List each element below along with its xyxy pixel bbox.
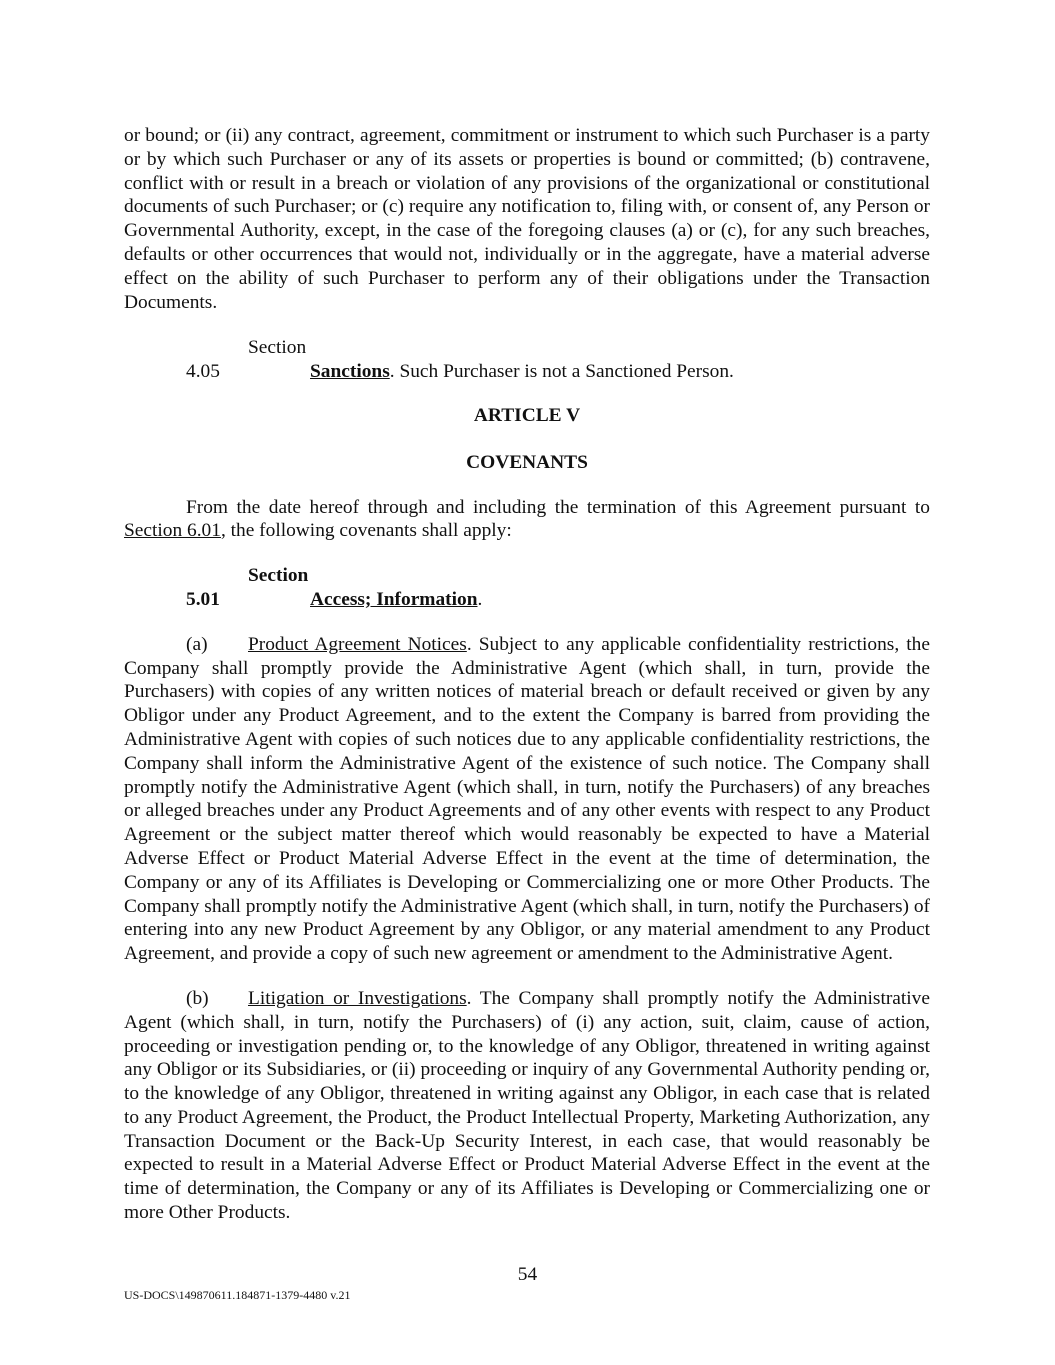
article-number: ARTICLE V (473, 404, 581, 426)
paragraph-text: . Subject to any applicable confidentiality restrictions, the Company shall promptly provide the Administrative Agent (which shall, in turn, provide the Purchasers) with copies of any written notices of material breach or default received or given by any Obligor under any Product Agreement, and to the extent the Company is barred from providing the Administrative Agent with copies of such notices due to any applicable confidentiality restrictions, the Company shall inform the Administrative Agent of the existence of such notice. The Company shall promptly notify the Administrative Agent (which shall, in turn, notify the Purchasers) of any breaches or alleged breaches under any Product Agreements and of any other events with respect to any Product Agreement or the subject matter thereof which would reasonably be expected to have a Material Adverse Effect or Product Material Adverse Effect in the event at the time of determination, the Company or any of its Affiliates is Developing or Commercializing one or more Other Products. The Company shall promptly notify the Administrative Agent (which shall, in turn, notify the Purchasers) of entering into any new Product Agreement by any Obligor, or any material amendment to any Product Agreement, and provide a copy of such new agreement or amendment to the Administrative Agent. (124, 633, 930, 965)
document-id: US-DOCS\149870611.184871-1379-4480 v.21 (124, 1288, 351, 1302)
paragraph-text: . The Company shall promptly notify the Administrative Agent (which shall, in turn, notify the Purchasers) of (i) any action, suit, claim, cause of action, proceeding or investigation pending or, to the knowledge of any Obligor, threatened in writing against any Obligor or its Subsidiaries, or (ii) proceeding or inquiry of any Governmental Authority pending or, to the knowledge of any Obligor, threatened in writing against any Obligor, in each case that is related to any Product Agreement, the Product, the Product Intellectual Property, Marketing Authorization, any Transaction Document or the Back-Up Security Interest, in each case, that would reasonably be expected to result in a Material Adverse Effect or Product Material Adverse Effect in the event at the time of determination, the Company or any of its Affiliates is Developing or Commercializing one or more Other Products. (124, 987, 930, 1224)
section-number: Section 4.05 (186, 337, 307, 383)
section-text: . Such Purchaser is not a Sanctioned Person. (389, 361, 734, 383)
intro-text-end: , the following covenants shall apply: (220, 520, 512, 542)
section-title: Sanctions (310, 361, 390, 383)
continuation-paragraph: or bound; or (ii) any contract, agreement, commitment or instrument to which such Purchaser is a party or by which such Purchaser or any of its assets or properties is bound or committed; (b) contravene, conflict with or result in a breach or violation of any provisions of the organizational or constitutional documents of such Purchaser; or (c) require any notification to, filing with, or consent of, any Person or Governmental Authority, except, in the case of the foregoing clauses (a) or (c), for any such breaches, defaults or other occurrences that would not, individually or in the aggregate, have a material adverse effect on the ability of such Purchaser to perform any of their obligations under the Transaction Documents. (124, 125, 930, 313)
section-5-01 (124, 564, 930, 612)
intro-text: From the date hereof through and including the termination of this Agreement pursuant to (186, 496, 930, 518)
paragraph-label: (a) (186, 633, 208, 655)
paragraph-title: Product Agreement Notices (248, 633, 467, 655)
section-title: Access; Information (310, 588, 478, 610)
section-number: Section 5.01 (186, 565, 309, 610)
section-6-01-reference: Section 6.01 (124, 520, 221, 542)
paragraph-title: Litigation or Investigations (248, 987, 467, 1009)
paragraph-a (124, 633, 930, 966)
section-4-05 (124, 336, 930, 384)
paragraph-label: (b) (186, 987, 209, 1009)
article-title: COVENANTS (466, 451, 588, 473)
article-intro (124, 496, 930, 544)
page-number: 54 (517, 1264, 538, 1285)
section-period: . (477, 588, 483, 610)
paragraph-b (124, 987, 930, 1225)
document-page (124, 124, 930, 1225)
